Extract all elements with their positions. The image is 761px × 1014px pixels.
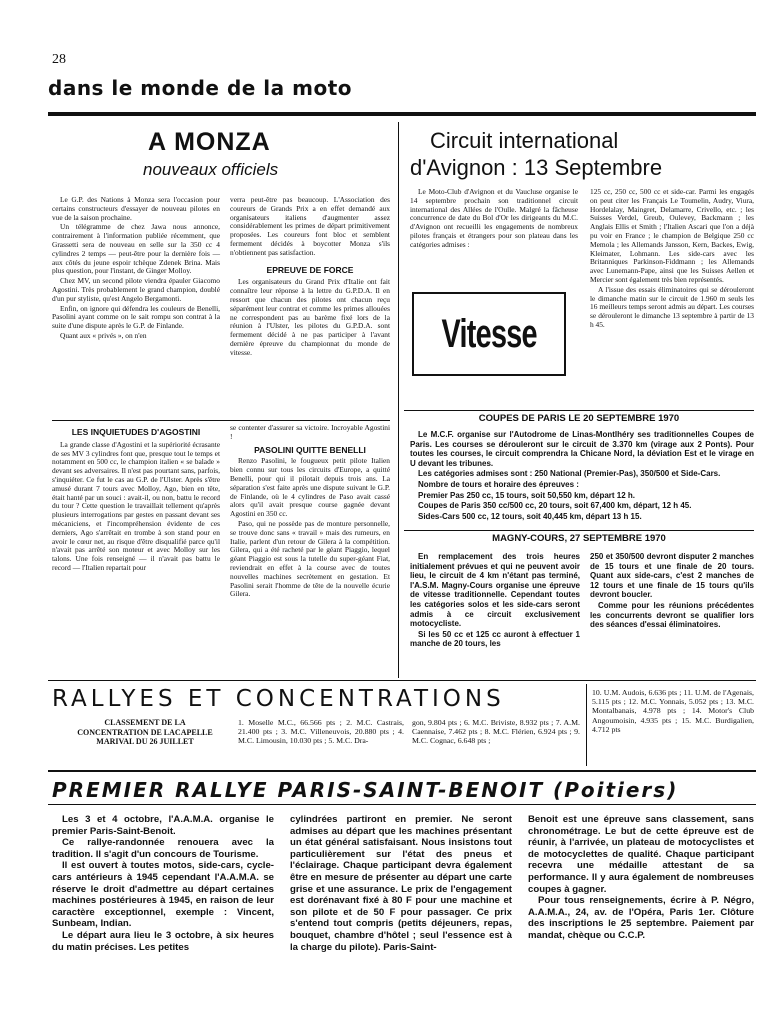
paragraph: Le Moto-Club d'Avignon et du Vaucluse organise le 14 septembre prochain son traditionnel circuit international des Allées de l'Oulle. Malgré la fâcheuse concurrence de date du Bol d'Or les dirigeants du M.C. d'Avignon ont recueilli les engagements de nombreux pilotes français et étrangers pour son plateau dans les catégories admises :: [410, 187, 578, 249]
paragraph: Nombre de tours et horaire des épreuves :: [418, 479, 579, 489]
paragraph: Il est ouvert à toutes motos, side-cars, cycle-cars antérieurs à 1945 cependant l'A.A.M.A. se réserve le droit d'admettre au départ certaines machines postérieures à 1945, en raison de leur caractère exceptionnel, exemple : Vincent, Sunbeam, Indian.: [52, 860, 274, 930]
paragraph: 1. Moselle M.C., 66.566 pts ; 2. M.C. Castrais, 21.400 pts ; 3. M.C. Villeneuvois, 20.880 pts ; 4. M.C. Limousin, 10.030 pts ; 5. M.C. Dra-: [238, 718, 404, 746]
top-rule: [48, 112, 756, 116]
premier-col3: [528, 814, 754, 942]
paragraph: A l'issue des essais éliminatoires qui se dérouleront le dimanche matin sur le circuit de 1.960 m seuls les 16 meilleurs temps seront admis au départ. Les courses se dérouleront le dimanche 13 septembre à partir de 13 h 45.: [590, 284, 754, 329]
avignon-title-line1: Circuit international: [430, 128, 619, 153]
paragraph: Premier Pas 250 cc, 15 tours, soit 50,550 km, départ 12 h.: [418, 490, 636, 500]
paragraph: gon, 9.804 pts ; 6. M.C. Briviste, 8.932 pts ; 7. A.M. Caennaise, 7.462 pts ; 8. M.C. Flérien, 6.924 pts ; 9. M.C. Cognac, 6.648 pts ;: [412, 718, 580, 746]
premier-col1: [52, 814, 274, 953]
monza-col1: [52, 196, 220, 342]
paragraph: Les 3 et 4 octobre, l'A.A.M.A. organise le premier Paris-Saint-Benoit.: [52, 814, 274, 837]
paragraph: Pour tous renseignements, écrire à P. Négro, A.A.M.A., 24, av. de l'Opéra, Paris 1er. Clôture des inscriptions le 25 septembre. Paiement par mandat, chèque ou C.C.P.: [528, 895, 754, 941]
paragraph: Enfin, on ignore qui défendra les couleurs de Benelli, Pasolini ayant comme on le sait rompu son contrat à la suite d'une dispute après le G.P. de Finlande.: [52, 303, 220, 331]
paragraph: 250 et 350/500 devront disputer 2 manches de 15 tours et une finale de 20 tours. Quant aux side-cars, c'est 2 manches de 12 tours et une finale de 15 tours qu'ils devront boucler.: [590, 552, 754, 600]
paragraph: Chez MV, un second pilote viendra épauler Giacomo Agostini. Très probablement le grand champion, doublé d'un pur styliste, qu'est Angelo Bergamonti.: [52, 276, 220, 303]
page-number: 28: [52, 52, 66, 67]
paragraph: Les catégories admises sont : 250 National (Premier-Pas), 350/500 et Side-Cars.: [418, 469, 721, 479]
paragraph: Le M.C.F. organise sur l'Autodrome de Linas-Montlhéry ses traditionnelles Coupes de Paris. Les courses se dérouleront sur le circuit de 3.370 km (virage aux 2 Ponts). Pour toutes les courses, le circuit comprendra la Chicane Nord, la déviation Est et le virage en U devant les tribunes.: [410, 430, 754, 468]
vitesse-badge: [412, 292, 566, 376]
rallyes-col2: [412, 718, 580, 747]
paragraph: cylindrées partiront en premier. Ne seront admises au départ que les machines présentant un état général satisfaisant. Nous insistons tout particulièrement sur l'état des pneus et l'éclairage. Chaque participant devra également être en mesure de présenter au départ une carte grise et une assurance. Le prix de l'engagement est dorénavant fixé à 80 F pour une machine et son pilote et de 50 F pour passager. Ce prix s'entend tout compris (petits déjeuners, repas, bouquet, chambre d'hôtel ; seul l'essence est à la charge du pilote). Paris-Saint-: [290, 814, 512, 953]
pasolini-col: [230, 424, 390, 600]
coupes-body: [410, 430, 754, 522]
paragraph: verra peut-être pas beaucoup. L'Association des coureurs de Grands Prix a en effet demandé aux organisateurs italiens d'augmenter assez considérablement les primes de départ primitivement proposées. Les coureurs font bloc et semblent fermement décidés à boycotter Monza s'ils n'obtiennent pas satisfaction.: [230, 195, 390, 257]
rallyes-title: RALLYES ET CONCENTRATIONS: [52, 686, 505, 712]
premier-top-rule: [48, 770, 756, 772]
vitesse-label: Vitesse: [441, 311, 537, 356]
paragraph: Comme pour les réunions précédentes les concurrents devront se qualifier lors des séances d'essai éliminatoires.: [590, 600, 754, 630]
concentration-label: CLASSEMENT DE LA CONCENTRATION DE LACAPELLE MARIVAL DU 26 JUILLET: [77, 718, 213, 746]
monza-title: A MONZA: [148, 128, 271, 156]
paragraph: En remplacement des trois heures initialement prévues et qui ne peuvent avoir lieu, le circuit de 4 km n'étant pas terminé, l'A.S.M. Magny-Cours organise une épreuve de vitesse traditionnelle. Cependant toutes les catégories solos et les side-cars seront admis à ce circuit exclusivement motocycliste.: [410, 552, 580, 629]
coupes-heading: COUPES DE PARIS LE 20 SEPTEMBRE 1970: [478, 413, 680, 424]
monza-col2: [230, 196, 390, 359]
paragraph: Un télégramme de chez Jawa nous annonce, contrairement à l'information publiée récemment, que Grassetti sera de nouveau en selle sur la 350 cc 4 cylindres 2 temps — peut-être pour la dernière fois — aux côtés du jeune espoir tchèque Zdenek Brina. Mais plus question, pour l'instant, de Ginger Molloy.: [52, 222, 220, 276]
magny-rule: [404, 530, 754, 531]
force-heading: EPREUVE DE FORCE: [266, 264, 354, 275]
paragraph: Renzo Pasolini, le fougueux petit pilote Italien bien connu sur tous les circuits d'Europe, a quitté Benelli, pour qui il pilotait depuis trois ans. La séparation s'est faite après une dispute suivant le G.P. de Finlande, où le 4 cylindres de Paso avait cassé alors qu'il avait presque course gagnée devant Agostini en 350 cc.: [230, 456, 390, 519]
paragraph: 10. U.M. Audois, 6.636 pts ; 11. U.M. de l'Agenais, 5.115 pts ; 12. M.C. Yonnais, 5.052 pts ; 13. M.C. Montalbanais, 4.978 pts ; 14. Motor's Club Angoumoisin, 4.935 pts ; 15. M.C. Burdigalien, 4.712 pts: [592, 688, 754, 734]
paragraph: 125 cc, 250 cc, 500 cc et side-car. Parmi les engagés on peut citer les Français Le Toumelin, Audry, Viura, Hordelalay, Maingret, Delamarre, Crivello, etc. ; les Suisses Verdel, Greub, Oulevey, Backmann ; les Anglais Ellis et Smith ; l'Italien Ascari que l'on a déjà pu voir en France ; le champion de Belgique 250 cc Memola ; les Allemands Jansson, Kern, Backes, Ewig, Kleimater, Lohmann. Les side-cars avec les Britanniques Parkinson-Fiddmann ; les Allemands avec Lunemann-Pape, ainsi que les Suisses Aellen et Mercier sont également très bien représentés.: [590, 187, 754, 284]
avignon-col2: [590, 188, 754, 331]
section-kicker: dans le monde de la moto: [48, 76, 353, 100]
inquietudes-col: [52, 428, 220, 574]
paragraph: Le G.P. des Nations à Monza sera l'occasion pour certains constructeurs d'essayer de nouveau pilotes en vue de la saison prochaine.: [52, 195, 220, 222]
column-divider: [398, 122, 399, 678]
magny-heading: MAGNY-COURS, 27 SEPTEMBRE 1970: [492, 533, 666, 544]
paragraph: Le départ aura lieu le 3 octobre, à six heures du matin précises. Les petites: [52, 929, 274, 953]
paragraph: Paso, qui ne possède pas de monture personnelle, se trouve donc sans « travail » mais des rumeurs, en Italie, parlent d'un retour de Gilera à la compétition. Gilera, qui a été racheté par le géant Piaggio, lequel géant Piaggio est sous la tutelle du super-géant Fiat, reviendrait en effet à la course avec de toutes nouvelles machines secrètement en gestation. Et Pasolini serait l'homme de tête de la nouvelle écurie Gilera.: [230, 518, 390, 599]
monza-subtitle: nouveaux officiels: [143, 160, 279, 179]
magny-right: [590, 552, 754, 631]
premier-col2: [290, 814, 512, 953]
paragraph: Ce rallye-randonnée renouera avec la tradition. Il s'agit d'un concours de Tourisme.: [52, 837, 274, 860]
avignon-col1: [410, 188, 578, 251]
coupes-rule: [404, 410, 754, 411]
premier-title: PREMIER RALLYE PARIS-SAINT-BENOIT (Poitiers): [52, 778, 679, 802]
paragraph: Coupes de Paris 350 cc/500 cc, 20 tours, soit 67,400 km, départ, 12 h 45.: [418, 501, 692, 511]
avignon-title-line2: d'Avignon : 13 Septembre: [410, 155, 663, 180]
inquietudes-heading: LES INQUIETUDES D'AGOSTINI: [71, 427, 201, 437]
rallyes-top-rule: [48, 680, 756, 681]
paragraph: se contenter d'assurer sa victoire. Incroyable Agostini !: [230, 423, 390, 441]
pasolini-heading: PASOLINI QUITTE BENELLI: [254, 444, 366, 455]
paragraph: Quant aux « privés », on n'en: [60, 330, 147, 340]
paragraph: Benoit est une épreuve sans classement, sans chronométrage. Le but de cette épreuve est de réunir, à l'arrivée, un plateau de motocyclistes et de motocyclettes de qualité. Chaque participant recevra une médaille attestant de sa performance. Il y aura également de nombreuses coupes à gagner.: [528, 814, 754, 895]
premier-bottom-rule: [48, 804, 756, 805]
rallyes-col3: [592, 688, 754, 735]
paragraph: Les organisateurs du Grand Prix d'Italie ont fait connaître leur réponse à la lettre du G.P.D.A. Il en ressort que chacun des pilotes ont chacun reçu séparément leur contrat et comme les primes allouées ne correspondent pas au barème fixé lors de la réunion à l'Ulster, les pilotes du G.P.D.A. sont fermement décidé à ne pas participer à l'avant dernière épreuve du championnat du monde de vitesse.: [230, 277, 390, 357]
paragraph: Sides-Cars 500 cc, 12 tours, soit 40,445 km, départ 13 h 15.: [418, 511, 642, 521]
rallyes-divider: [586, 684, 587, 766]
monza-rule: [52, 420, 390, 421]
paragraph: Si les 50 cc et 125 cc auront à effectuer 1 manche de 20 tours, les: [410, 629, 580, 649]
magny-left: [410, 552, 580, 650]
rallyes-col1: [238, 718, 404, 747]
paragraph: La grande classe d'Agostini et la supériorité écrasante de ses MV 3 cylindres font que, presque tout le temps et notamment en 500 cc, le champion italien « se balade » devant ses adversaires. Il n'est pas pourtant sans, parfois, s'inquiéter. Ce fut le cas au G.P. de l'Ulster. Après s'être amusé durant 7 tours avec Molloy, Ago, bien en tête, était hanté par un souci : avait-il, ou non, battu le record du tour ? Cette question le travaillait tellement qu'après plusieurs interrogations par gestes en passant devant ses mécaniciens, et l'incompréhension évidente de ces derniers, Ago s'arrêtait en trombe à son stand pour en avoir le cœur net, au risque d'être disqualifié parce qu'il n'avait pas arrêté son moteur et avec Molloy sur les talons. Une fois renseigné — il n'avait pas battu le record — l'Italien repartait pour: [52, 439, 220, 572]
